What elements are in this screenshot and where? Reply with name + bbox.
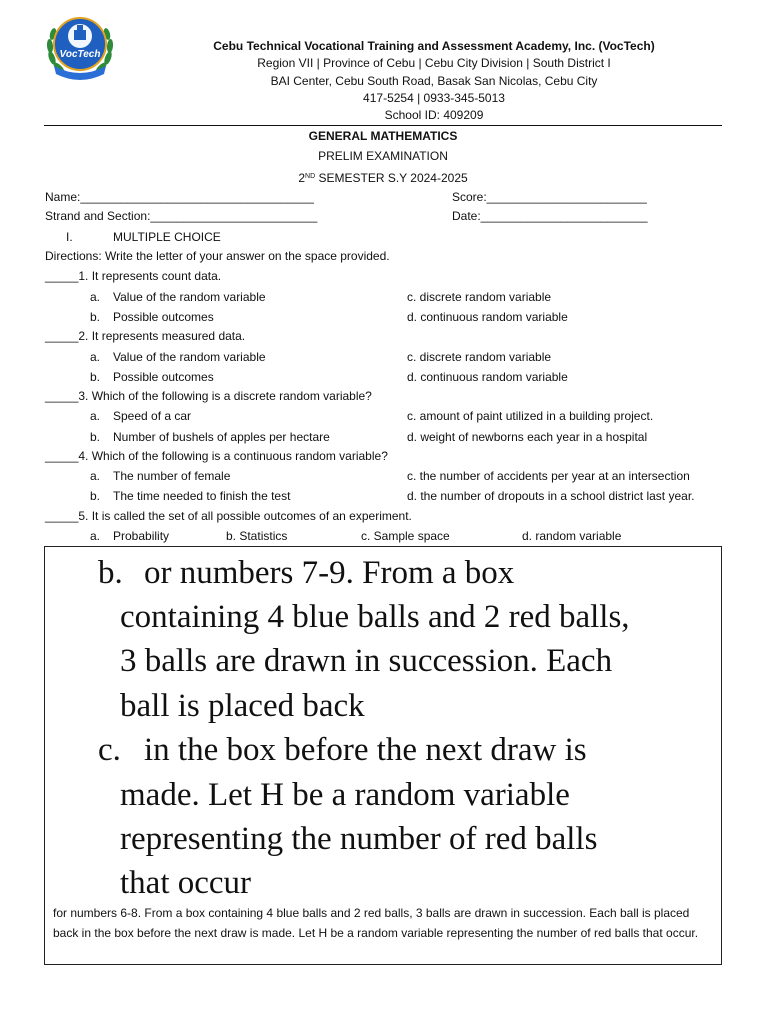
q4-option-b: The time needed to finish the test	[113, 489, 291, 503]
semester-line	[44, 168, 722, 187]
q2-letter-a: a.	[90, 350, 101, 364]
section-numeral: I.	[66, 230, 73, 244]
q3-option-c: c. amount of paint utilized in a building project.	[407, 409, 654, 423]
header-divider	[44, 125, 722, 126]
q4-option-a: The number of female	[113, 469, 231, 483]
date-field[interactable]: Date:_________________________	[452, 209, 648, 223]
q4-option-c: c. the number of accidents per year at an intersection	[407, 469, 690, 483]
box-item-c-line-4: that occur	[120, 865, 252, 901]
question-1-stem: _____1. It represents count data.	[45, 269, 222, 283]
q5-option-d: d. random variable	[522, 529, 622, 543]
q2-letter-b: b.	[90, 370, 101, 384]
semester-number: 2	[298, 171, 306, 185]
q2-option-b: Possible outcomes	[113, 370, 214, 384]
box-item-b-line-1: or numbers 7-9. From a box	[144, 555, 515, 591]
q1-option-d: d. continuous random variable	[407, 310, 568, 324]
q5-letter-a: a.	[90, 529, 101, 543]
q1-option-b: Possible outcomes	[113, 310, 214, 324]
school-name: Cebu Technical Vocational Training and Assessment Academy, Inc. (VocTech)	[213, 39, 655, 53]
question-3-stem: _____3. Which of the following is a discrete random variable?	[45, 389, 372, 403]
q3-option-b: Number of bushels of apples per hectare	[113, 430, 330, 444]
q1-letter-a: a.	[90, 290, 101, 304]
school-id: School ID: 409209	[384, 108, 484, 122]
box-item-c-line-1: in the box before the next draw is	[144, 732, 587, 768]
q4-option-d: d. the number of dropouts in a school district last year.	[407, 489, 695, 503]
q5-option-b: b. Statistics	[226, 529, 288, 543]
q1-option-a: Value of the random variable	[113, 290, 266, 304]
semester-suffix: ND	[305, 173, 316, 180]
score-field[interactable]: Score:________________________	[452, 190, 647, 204]
box-item-b-line-4: ball is placed back	[120, 688, 365, 724]
q4-letter-a: a.	[90, 469, 101, 483]
box-problem-statement: for numbers 6-8. From a box containing 4 blue balls and 2 red balls, 3 balls are drawn in succession. Each ball is placed back in the box before the next draw is made. Let H be a random variable representing the number of red balls that occur.	[53, 906, 699, 940]
q2-option-d: d. continuous random variable	[407, 370, 568, 384]
section-title: MULTIPLE CHOICE	[113, 230, 221, 244]
q3-letter-a: a.	[90, 409, 101, 423]
region-line: Region VII | Province of Cebu | Cebu City Division | South District I	[257, 56, 611, 70]
box-item-b-marker: b.	[98, 555, 123, 591]
problem-box	[44, 546, 722, 965]
strand-section-field[interactable]: Strand and Section:_________________________	[45, 209, 318, 223]
box-item-b-line-3: 3 balls are drawn in succession. Each	[120, 643, 613, 679]
directions: Directions: Write the letter of your answer on the space provided.	[45, 249, 390, 263]
question-2-stem: _____2. It represents measured data.	[45, 329, 246, 343]
q3-letter-b: b.	[90, 430, 101, 444]
subject-title: GENERAL MATHEMATICS	[308, 129, 458, 143]
q2-option-c: c. discrete random variable	[407, 350, 552, 364]
address-line: BAI Center, Cebu South Road, Basak San Nicolas, Cebu City	[270, 74, 598, 88]
q3-option-d: d. weight of newborns each year in a hospital	[407, 430, 648, 444]
q1-letter-b: b.	[90, 310, 101, 324]
q4-letter-b: b.	[90, 489, 101, 503]
q5-option-a: Probability	[113, 529, 170, 543]
q1-option-c: c. discrete random variable	[407, 290, 552, 304]
school-logo	[44, 8, 116, 88]
question-4-stem: _____4. Which of the following is a continuous random variable?	[45, 449, 388, 463]
box-item-b-line-2: containing 4 blue balls and 2 red balls,	[120, 599, 630, 635]
semester-text: SEMESTER S.Y 2024-2025	[315, 171, 468, 185]
box-item-c-line-3: representing the number of red balls	[120, 821, 598, 857]
box-item-c-marker: c.	[98, 732, 121, 768]
q2-option-a: Value of the random variable	[113, 350, 266, 364]
q3-option-a: Speed of a car	[113, 409, 192, 423]
q5-option-c: c. Sample space	[361, 529, 450, 543]
name-field[interactable]: Name:___________________________________	[45, 190, 314, 204]
question-5-stem: _____5. It is called the set of all possible outcomes of an experiment.	[45, 509, 412, 523]
logo-text: VocTech	[59, 49, 101, 60]
box-item-c-line-2: made. Let H be a random variable	[120, 777, 570, 813]
phone-line: 417-5254 | 0933-345-5013	[363, 91, 505, 105]
exam-type: PRELIM EXAMINATION	[318, 149, 448, 163]
